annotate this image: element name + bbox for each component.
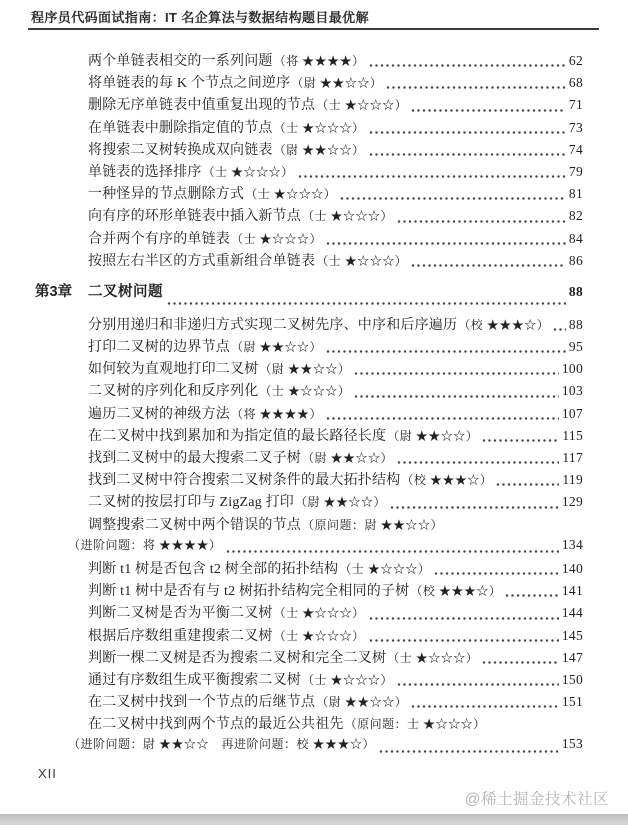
bottom-edge-strip bbox=[0, 814, 628, 825]
entry-difficulty-note: （进阶问题：尉 ★★☆☆ 再进阶问题：校 ★★★☆） bbox=[68, 737, 376, 752]
toc-list bbox=[0, 50, 628, 758]
entry-title: 判断二叉树是否为平衡二叉树 bbox=[88, 606, 273, 622]
chapter-title: 二叉树问题 bbox=[88, 283, 163, 300]
header-rule bbox=[28, 28, 599, 30]
dot-leader bbox=[369, 638, 559, 643]
entry-page-number: 86 bbox=[568, 252, 583, 268]
entry-title: 在单链表中删除指定值的节点 bbox=[88, 120, 273, 136]
entry-page-number: 62 bbox=[568, 53, 583, 68]
entry-difficulty-note: （校 ★★★☆） bbox=[458, 317, 550, 332]
entry-page-number: 140 bbox=[561, 560, 583, 576]
entry-page-number: 88 bbox=[568, 316, 583, 332]
entry-difficulty-note: （将 ★★★★） bbox=[273, 54, 365, 68]
entry-title: 找到二叉树中的最大搜索二叉子树 bbox=[88, 451, 301, 466]
entry-page-number: 73 bbox=[568, 119, 583, 135]
entry-page-number: 141 bbox=[561, 583, 583, 599]
entry-title: 找到二叉树中符合搜索二叉树条件的最大拓扑结构 bbox=[88, 473, 401, 489]
entry-difficulty-note: （将 ★★★★） bbox=[231, 406, 323, 421]
entry-title: 在二叉树中找到一个节点的后继节点 bbox=[88, 695, 316, 711]
entry-title: 分别用递归和非递归方式实现二叉树先序、中序和后序遍历 bbox=[88, 317, 458, 333]
toc-entry-row bbox=[88, 183, 583, 205]
entry-difficulty-note: （士 ★☆☆☆） bbox=[245, 187, 337, 202]
dot-leader bbox=[553, 327, 566, 332]
entry-page-number: 117 bbox=[562, 450, 583, 465]
entry-page-number: 115 bbox=[562, 427, 583, 443]
dot-leader bbox=[326, 241, 566, 246]
toc-entry-row bbox=[88, 425, 583, 447]
entry-title: 将单链表的每 K 个节点之间逆序 bbox=[88, 76, 291, 92]
dot-leader bbox=[326, 349, 566, 354]
entry-title: 在二叉树中找到累加和为指定值的最长路径长度 bbox=[88, 428, 387, 444]
entry-page-number: 68 bbox=[568, 75, 583, 91]
entry-page-number: 107 bbox=[561, 405, 583, 421]
dot-leader bbox=[369, 616, 559, 621]
toc-entry-row bbox=[88, 558, 583, 580]
toc-entry-row bbox=[88, 403, 583, 425]
entry-difficulty-note: （进阶问题：将 ★★★★） bbox=[68, 537, 222, 552]
dot-leader bbox=[397, 682, 559, 687]
dot-leader bbox=[411, 263, 566, 268]
entry-difficulty-note: （士 ★☆☆☆） bbox=[259, 384, 351, 399]
dot-leader bbox=[369, 63, 566, 68]
entry-title: 调整搜索二叉树中两个错误的节点 bbox=[88, 517, 301, 533]
toc-entry-row bbox=[88, 691, 583, 713]
dot-leader bbox=[496, 482, 559, 487]
toc-entry-row bbox=[88, 625, 583, 647]
toc-entry-row bbox=[67, 735, 583, 757]
entry-page-number: 145 bbox=[561, 627, 583, 643]
dot-leader bbox=[397, 219, 566, 224]
entry-difficulty-note: （士 ★☆☆☆） bbox=[202, 164, 294, 179]
dot-leader bbox=[434, 571, 558, 576]
entry-difficulty-note: （士 ★☆☆☆） bbox=[339, 561, 431, 576]
dot-leader bbox=[505, 593, 558, 598]
entry-title: 判断一棵二叉树是否为搜索二叉树和完全二叉树 bbox=[88, 650, 387, 666]
entry-page-number: 129 bbox=[561, 494, 583, 510]
entry-title: 两个单链表相交的一系列问题 bbox=[88, 54, 273, 69]
entry-difficulty-note: （原问题：尉 ★★☆☆） bbox=[302, 517, 444, 532]
toc-entry-row bbox=[88, 139, 583, 161]
entry-title: 按照左右半区的方式重新组合单链表 bbox=[88, 253, 316, 269]
entry-title: 在二叉树中找到两个节点的最近公共祖先 bbox=[88, 717, 344, 733]
dot-leader bbox=[298, 174, 566, 179]
entry-difficulty-note: （士 ★☆☆☆） bbox=[302, 209, 394, 224]
entry-title: 单链表的选择排序 bbox=[88, 164, 202, 180]
entry-page-number: 71 bbox=[568, 97, 583, 113]
entry-difficulty-note: （尉 ★★☆☆） bbox=[273, 142, 365, 157]
toc-entry-row bbox=[88, 669, 583, 691]
dot-leader bbox=[390, 505, 559, 510]
toc-entry-row bbox=[88, 647, 583, 669]
dot-leader bbox=[369, 152, 566, 157]
entry-difficulty-note: （士 ★☆☆☆） bbox=[316, 98, 408, 113]
entry-title: 将搜索二叉树转换成双向链表 bbox=[88, 142, 273, 158]
toc-entry-row bbox=[88, 50, 583, 72]
entry-page-number: 134 bbox=[561, 536, 583, 552]
toc-entry-row bbox=[88, 580, 583, 602]
entry-difficulty-note: （校 ★★★☆） bbox=[410, 584, 502, 599]
entry-difficulty-note: （士 ★☆☆☆） bbox=[273, 606, 365, 621]
toc-entry-row bbox=[88, 205, 583, 227]
entry-title: 合并两个有序的单链表 bbox=[88, 231, 230, 247]
entry-title: 根据后序数组重建搜索二叉树 bbox=[88, 628, 273, 644]
entry-title: 判断 t1 树是否包含 t2 树全部的拓扑结构 bbox=[88, 561, 339, 577]
toc-entry-row bbox=[88, 228, 583, 250]
entry-page-number: 79 bbox=[568, 163, 583, 179]
entry-difficulty-note: （尉 ★★☆☆） bbox=[291, 76, 383, 91]
watermark-label: @稀土掘金技术社区 bbox=[464, 791, 609, 808]
dot-leader bbox=[386, 85, 566, 90]
toc-entry-row bbox=[88, 602, 583, 624]
entry-page-number: 95 bbox=[568, 339, 583, 355]
chapter-label: 第3章 bbox=[35, 283, 73, 300]
entry-difficulty-note: （士 ★☆☆☆） bbox=[387, 650, 479, 665]
toc-chapter-row bbox=[35, 280, 583, 310]
toc-entry-row bbox=[88, 491, 583, 513]
entry-title: 删除无序单链表中值重复出现的节点 bbox=[88, 98, 316, 114]
toc-entry-row bbox=[88, 514, 583, 536]
running-head-title: 程序员代码面试指南：IT 名企算法与数据结构题目最优解 bbox=[31, 10, 369, 25]
toc-entry-row bbox=[88, 250, 583, 272]
entry-difficulty-note: （尉 ★★☆☆） bbox=[302, 451, 394, 465]
entry-difficulty-note: （士 ★☆☆☆） bbox=[273, 628, 365, 643]
entry-page-number: 151 bbox=[561, 694, 583, 710]
entry-title: 打印二叉树的边界节点 bbox=[88, 340, 230, 356]
toc-entry-row bbox=[88, 94, 583, 116]
dot-leader bbox=[397, 460, 559, 465]
dot-leader bbox=[411, 108, 566, 113]
dot-leader bbox=[167, 301, 566, 306]
entry-difficulty-note: （士 ★☆☆☆） bbox=[302, 672, 394, 687]
entry-page-number: 153 bbox=[561, 736, 583, 752]
dot-leader bbox=[411, 704, 559, 709]
toc-entry-row bbox=[88, 469, 583, 491]
dot-leader bbox=[354, 371, 558, 376]
entry-page-number: 119 bbox=[562, 472, 583, 488]
toc-entry-row bbox=[88, 117, 583, 139]
entry-title: 二叉树的序列化和反序列化 bbox=[88, 384, 259, 400]
entry-title: 一种怪异的节点删除方式 bbox=[88, 187, 245, 203]
entry-title: 向有序的环形单链表中插入新节点 bbox=[88, 209, 301, 225]
dot-leader bbox=[340, 196, 566, 201]
entry-difficulty-note: （尉 ★★☆☆） bbox=[295, 495, 387, 510]
entry-difficulty-note: （士 ★☆☆☆） bbox=[231, 231, 323, 246]
dot-leader bbox=[369, 130, 566, 135]
entry-difficulty-note: （校 ★★★☆） bbox=[401, 473, 493, 488]
toc-entry-row bbox=[88, 358, 583, 380]
toc-entry-row bbox=[67, 536, 583, 558]
entry-page-number: 103 bbox=[561, 383, 583, 399]
entry-title: 判断 t1 树中是否有与 t2 树拓扑结构完全相同的子树 bbox=[88, 584, 410, 600]
entry-page-number: 147 bbox=[561, 649, 583, 665]
entry-difficulty-note: （尉 ★★☆☆） bbox=[316, 695, 408, 710]
toc-entry-row bbox=[88, 314, 583, 336]
dot-leader bbox=[379, 749, 559, 754]
toc-entry-row bbox=[88, 380, 583, 402]
entry-page-number: 100 bbox=[561, 361, 583, 377]
dot-leader bbox=[354, 394, 558, 399]
entry-difficulty-note: （原问题：士 ★☆☆☆） bbox=[344, 717, 486, 732]
chapter-page-number: 88 bbox=[568, 283, 583, 299]
toc-entry-row bbox=[88, 713, 583, 735]
entry-title: 遍历二叉树的神级方法 bbox=[88, 406, 230, 422]
toc-entry-row bbox=[88, 447, 583, 469]
entry-title: 如何较为直观地打印二叉树 bbox=[88, 362, 259, 378]
toc-entry-row bbox=[88, 161, 583, 183]
entry-page-number: 81 bbox=[568, 186, 583, 202]
entry-difficulty-note: （尉 ★★☆☆） bbox=[231, 340, 323, 355]
entry-page-number: 74 bbox=[568, 141, 583, 157]
entry-difficulty-note: （士 ★☆☆☆） bbox=[316, 253, 408, 268]
entry-difficulty-note: （尉 ★★☆☆） bbox=[259, 362, 351, 377]
entry-title: 通过有序数组生成平衡搜索二叉树 bbox=[88, 672, 301, 688]
entry-page-number: 144 bbox=[561, 605, 583, 621]
entry-difficulty-note: （士 ★☆☆☆） bbox=[273, 120, 365, 135]
entry-title: 二叉树的按层打印与 ZigZag 打印 bbox=[88, 495, 295, 511]
dot-leader bbox=[326, 416, 559, 421]
entry-difficulty-note: （尉 ★★☆☆） bbox=[387, 428, 479, 443]
entry-page-number: 150 bbox=[561, 671, 583, 687]
dot-leader bbox=[226, 549, 559, 554]
dot-leader bbox=[482, 660, 559, 665]
folio-page-number: XII bbox=[38, 766, 57, 781]
toc-entry-row bbox=[88, 336, 583, 358]
entry-page-number: 82 bbox=[568, 208, 583, 224]
toc-entry-row bbox=[88, 72, 583, 94]
dot-leader bbox=[482, 438, 559, 443]
entry-page-number: 84 bbox=[568, 230, 583, 246]
